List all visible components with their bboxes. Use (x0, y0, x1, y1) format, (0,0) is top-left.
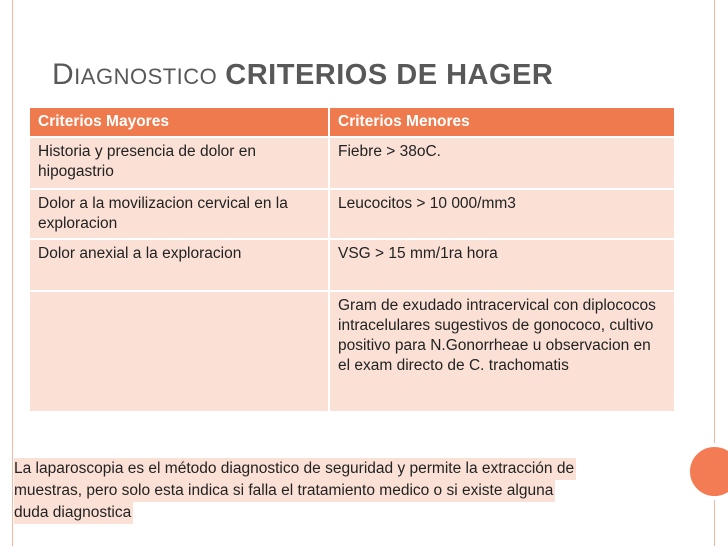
header-cell-mayores: Criterios Mayores (30, 108, 329, 137)
table-row (30, 137, 674, 189)
table-cell: Gram de exudado intracervical con diplococos intracelulares sugestivos de gonococo, cultivo positivo para N.Gonorrheae u observacion en el exam directo de C. trachomatis (329, 291, 674, 411)
footer-line-2: muestras, pero solo esta indica si falla el tratamiento medico o si existe alguna (14, 480, 555, 502)
table-cell: VSG > 15 mm/1ra hora (329, 239, 674, 291)
header-cell-menores: Criterios Menores (329, 108, 674, 137)
table-row (30, 189, 674, 239)
table-row (30, 239, 674, 291)
title-first-letter: D (52, 58, 75, 91)
table-cell: Historia y presencia de dolor en hipogastrio (30, 137, 329, 189)
decorative-circle (686, 443, 728, 500)
footer-line-3: duda diagnostica (14, 502, 133, 524)
frame-left-line (12, 0, 13, 546)
table-cell: Dolor a la movilizacion cervical en la exploracion (30, 189, 329, 239)
footer-note (14, 458, 678, 524)
table-header-row (30, 108, 674, 137)
table-cell: Dolor anexial a la exploracion (30, 239, 329, 291)
slide-title (52, 58, 553, 92)
footer-line-1: La laparoscopia es el método diagnostico de seguridad y permite la extracción de (14, 458, 576, 480)
table-cell-empty (30, 291, 329, 411)
table-cell: Fiebre > 38oC. (329, 137, 674, 189)
table-cell: Leucocitos > 10 000/mm3 (329, 189, 674, 239)
title-bold-part: CRITERIOS DE HAGER (225, 59, 554, 91)
criteria-table (30, 108, 674, 411)
title-word-rest: IAGNOSTICO (74, 64, 218, 89)
table-row (30, 291, 674, 411)
